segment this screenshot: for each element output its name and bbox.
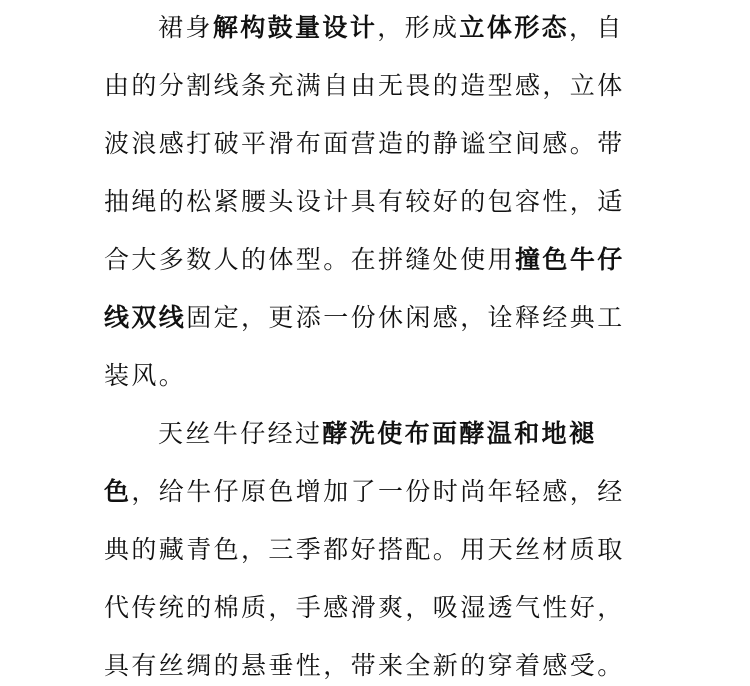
- text-run: 裙身: [158, 13, 213, 42]
- bold-text: 解构鼓量设计: [212, 13, 378, 42]
- text-line: [158, 414, 596, 454]
- bold-text: 立体形态: [459, 13, 570, 42]
- text-line: [104, 182, 625, 222]
- text-run: ，自: [569, 13, 624, 42]
- text-run: 合大多数人的体型。在拼缝处使用: [104, 245, 516, 274]
- text-line: [158, 8, 624, 48]
- text-run: 代传统的棉质，手感滑爽，吸湿透气性好，: [104, 593, 625, 622]
- text-line: [104, 530, 625, 570]
- text-run: 固定，更添一份休闲感，诠释经典工: [186, 303, 625, 332]
- text-run: 装风。: [104, 361, 187, 390]
- text-line: [104, 646, 625, 686]
- text-run: 抽绳的松紧腰头设计具有较好的包容性，适: [104, 187, 625, 216]
- text-line: [104, 124, 625, 164]
- bold-text: 酵洗使布面酵温和地褪: [322, 419, 597, 448]
- text-line: [104, 298, 625, 338]
- text-line: [104, 356, 186, 396]
- text-run: 典的藏青色，三季都好搭配。用天丝材质取: [104, 535, 625, 564]
- bold-text: 撞色牛仔: [515, 245, 625, 274]
- text-run: ，形成: [377, 13, 460, 42]
- text-run: ，给牛仔原色增加了一份时尚年轻感，经: [131, 477, 625, 506]
- text-line: [104, 472, 625, 512]
- text-run: 具有丝绸的悬垂性，带来全新的穿着感受。: [104, 651, 625, 680]
- text-run: 天丝牛仔经过: [158, 419, 323, 448]
- text-line: [104, 588, 625, 628]
- text-line: [104, 240, 625, 280]
- bold-text: 线双线: [104, 303, 187, 332]
- text-run: 由的分割线条充满自由无畏的造型感，立体: [104, 71, 625, 100]
- bold-text: 色: [104, 477, 132, 506]
- text-line: [104, 66, 625, 106]
- text-run: 波浪感打破平滑布面营造的静谧空间感。带: [104, 129, 625, 158]
